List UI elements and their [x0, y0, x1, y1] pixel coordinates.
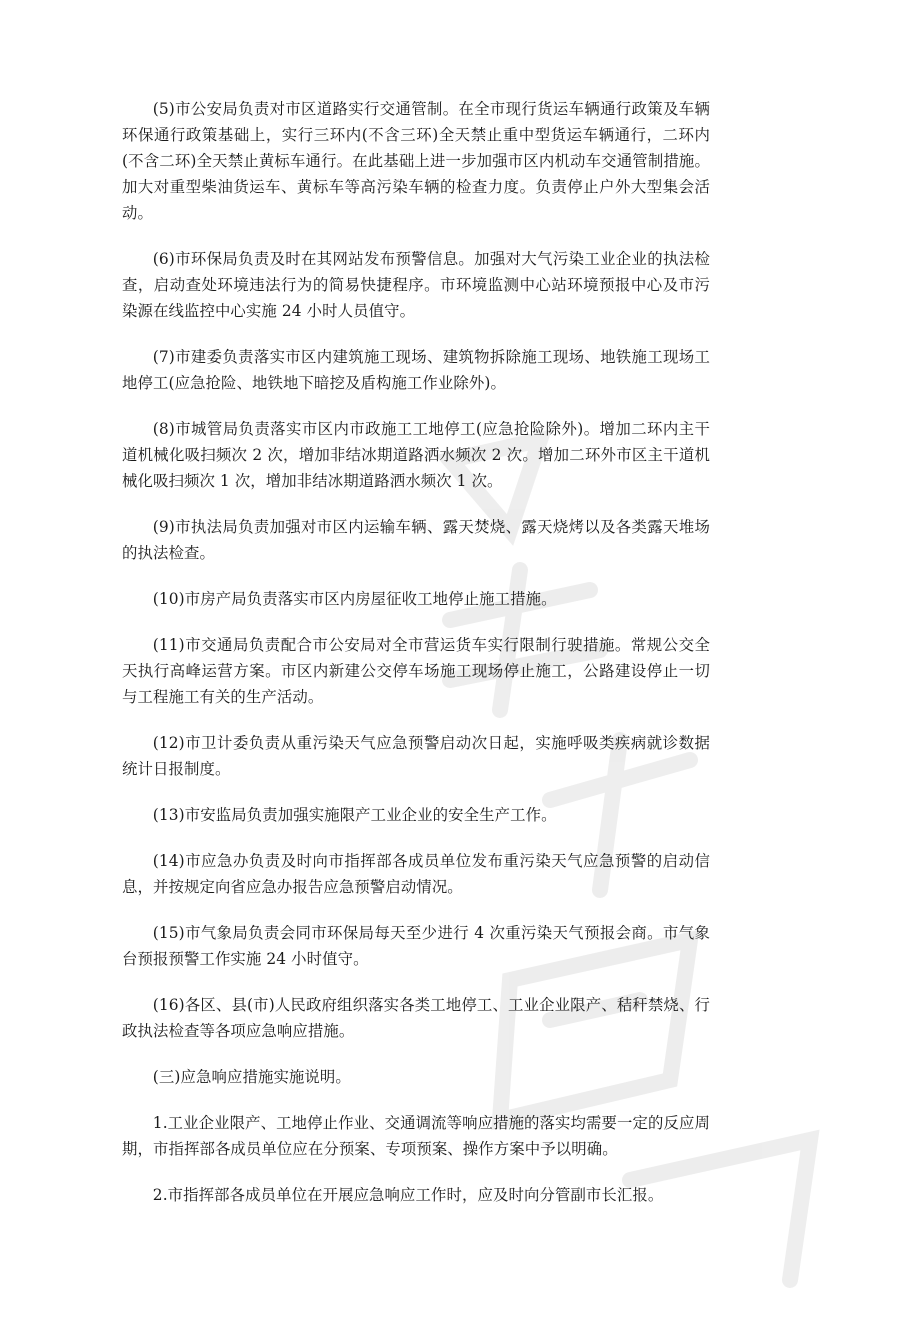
paragraph-13-safety-bureau: (13)市安监局负责加强实施限产工业企业的安全生产工作。: [152, 806, 557, 824]
paragraph-10-housing-bureau: (10)市房产局负责落实市区内房屋征收工地停止施工措施。: [152, 590, 557, 608]
paragraph-14-emergency-office: (14)市应急办负责及时向市指挥部各成员单位发布重污染天气应急预警的启动信息，并按规定向省应急办报告应急预警启动情况。: [122, 852, 710, 896]
paragraph-7-construction-committee: (7)市建委负责落实市区内建筑施工现场、建筑物拆除施工现场、地铁施工现场工地停工(应急抢险、地铁地下暗挖及盾构施工作业除外)。: [122, 348, 710, 392]
paragraph-9-law-enforcement: (9)市执法局负责加强对市区内运输车辆、露天焚烧、露天烧烤以及各类露天堆场的执法检查。: [122, 518, 710, 562]
paragraph-6-environment-bureau: (6)市环保局负责及时在其网站发布预警信息。加强对大气污染工业企业的执法检查，启动查处环境违法行为的简易快捷程序。市环境监测中心站环境预报中心及市污染源在线监控中心实施 24 小时人员值守。: [122, 250, 710, 320]
paragraph-8-urban-management: (8)市城管局负责落实市区内市政施工工地停工(应急抢险除外)。增加二环内主干道机械化吸扫频次 2 次，增加非结冰期道路洒水频次 2 次。增加二环外市区主干道机械化吸扫频次 1 次，增加非结冰期道路洒水频次 1 次。: [122, 420, 710, 490]
paragraph-5-police-traffic-control: (5)市公安局负责对市区道路实行交通管制。在全市现行货运车辆通行政策及车辆环保通行政策基础上，实行三环内(不含三环)全天禁止重中型货运车辆通行，二环内(不含二环)全天禁止黄标车通行。在此基础上进一步加强市区内机动车交通管制措施。加大对重型柴油货运车、黄标车等高污染车辆的检查力度。负责停止户外大型集会活动。: [122, 100, 710, 222]
paragraph-15-meteorological-bureau: (15)市气象局负责会同市环保局每天至少进行 4 次重污染天气预报会商。市气象台预报预警工作实施 24 小时值守。: [122, 924, 710, 968]
section-heading-implementation-notes: (三)应急响应措施实施说明。: [152, 1068, 351, 1086]
paragraph-12-health-commission: (12)市卫计委负责从重污染天气应急预警启动次日起，实施呼吸类疾病就诊数据统计日报制度。: [122, 734, 710, 778]
note-2-reporting: 2.市指挥部各成员单位在开展应急响应工作时，应及时向分管副市长汇报。: [152, 1186, 664, 1204]
note-1-response-cycle: 1.工业企业限产、工地停止作业、交通调流等响应措施的落实均需要一定的反应周期，市指挥部各成员单位应在分预案、专项预案、操作方案中予以明确。: [122, 1114, 710, 1158]
paragraph-16-district-governments: (16)各区、县(市)人民政府组织落实各类工地停工、工业企业限产、秸秆禁烧、行政执法检查等各项应急响应措施。: [122, 996, 710, 1040]
document-body: [122, 96, 710, 1208]
paragraph-11-transport-bureau: (11)市交通局负责配合市公安局对全市营运货车实行限制行驶措施。常规公交全天执行高峰运营方案。市区内新建公交停车场施工现场停止施工，公路建设停止一切与工程施工有关的生产活动。: [122, 636, 710, 706]
